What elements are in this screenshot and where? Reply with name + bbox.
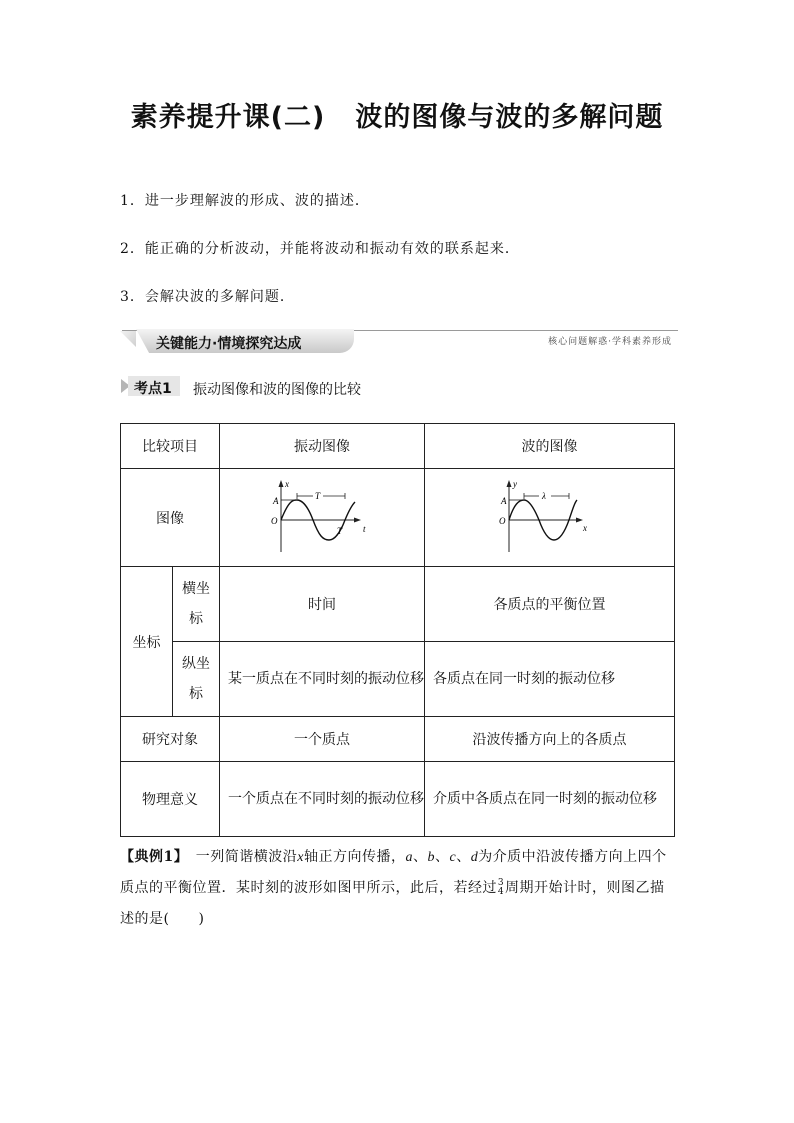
horiz-vibration: 时间 <box>220 567 425 642</box>
title-right: 波的图像与波的多解问题 <box>355 102 664 133</box>
wave-origin-label: O <box>498 515 505 526</box>
page-title <box>0 95 794 134</box>
keypoint-title: 振动图像和波的图像的比较 <box>193 382 361 398</box>
vib-period-label: T <box>315 490 321 501</box>
example-sep-3: 、 <box>456 849 471 865</box>
vert-wave: 各质点在同一时刻的振动位移 <box>425 642 675 717</box>
table-row <box>121 469 675 567</box>
vibration-graph-cell <box>220 469 425 567</box>
vib-origin-label: O <box>271 515 278 526</box>
horiz-wave: 各质点的平衡位置 <box>425 567 675 642</box>
object-wave: 沿波传播方向上的各质点 <box>425 717 675 762</box>
object-label: 研究对象 <box>121 717 220 762</box>
vibration-graph <box>267 478 377 558</box>
example-var-a: a <box>405 850 413 865</box>
meaning-vibration: 一个质点在不同时刻的振动位移 <box>220 762 425 837</box>
section-banner-right-label: 核心问题解惑·学科素养形成 <box>548 337 672 347</box>
example-var-b: b <box>427 850 435 865</box>
header-wave-graph: 波的图像 <box>425 424 675 469</box>
keypoint-label: 考点1 <box>134 381 172 397</box>
example-var-c: c <box>449 850 457 865</box>
wave-x-label: x <box>582 522 587 533</box>
vib-period-tick-label: T <box>337 525 343 536</box>
example-sep-1: 、 <box>412 849 428 865</box>
object-vibration: 一个质点 <box>220 717 425 762</box>
example-var-d: d <box>470 850 479 865</box>
table-row <box>121 762 675 837</box>
header-compare-item: 比较项目 <box>121 424 220 469</box>
example-tag: 【典例1】 <box>120 849 182 865</box>
example-var-x: x <box>297 850 304 865</box>
goal-3: 3．会解决波的多解问题． <box>120 289 295 305</box>
banner-left-corner <box>120 331 136 347</box>
meaning-wave: 介质中各质点在同一时刻的振动位移 <box>425 762 675 837</box>
table-row <box>121 717 675 762</box>
wave-graph <box>495 478 605 558</box>
example-problem <box>120 842 676 935</box>
fraction-denominator: 4 <box>497 887 505 897</box>
fraction-three-quarters <box>497 879 505 897</box>
table-row <box>121 567 675 642</box>
horiz-label: 横坐标 <box>173 567 220 642</box>
vib-amp-label: A <box>273 495 279 506</box>
example-text-2: 轴正方向传播， <box>303 849 406 865</box>
meaning-label: 物理意义 <box>121 762 220 837</box>
vert-label: 纵坐标 <box>173 642 220 717</box>
goal-2: 2．能正确的分析波动，并能将波动和振动有效的联系起来． <box>120 241 520 257</box>
section-banner-label: 关键能力·情境探究达成 <box>156 336 302 352</box>
table-row <box>121 642 675 717</box>
wave-amp-label: A <box>500 495 506 506</box>
example-text-1: 一列简谐横波沿 <box>181 849 298 865</box>
header-vibration-graph: 振动图像 <box>220 424 425 469</box>
wave-y-label: y <box>512 478 517 489</box>
title-left: 素养提升课(二) <box>130 102 326 133</box>
example-sep-2: 、 <box>434 849 450 865</box>
vib-x-label: t <box>363 523 366 534</box>
goal-1: 1．进一步理解波的形成、波的描述． <box>120 193 370 209</box>
wave-graph-cell <box>425 469 675 567</box>
vib-y-label: x <box>285 478 289 489</box>
image-row-label: 图像 <box>121 469 220 567</box>
wave-wavelength-label: λ <box>541 490 546 501</box>
example-text-3: 为介质中沿波传播方向上四个质点的平衡位置．某时刻的波形如图甲所示，此后，若经过 <box>120 849 667 896</box>
vert-vibration: 某一质点在不同时刻的振动位移 <box>220 642 425 717</box>
fraction-numerator: 3 <box>497 878 505 888</box>
example-text-4: 周期开始计时，则图乙描述的是( ) <box>120 880 665 927</box>
comparison-table <box>120 423 675 837</box>
table-row <box>121 424 675 469</box>
coord-label: 坐标 <box>121 567 173 717</box>
